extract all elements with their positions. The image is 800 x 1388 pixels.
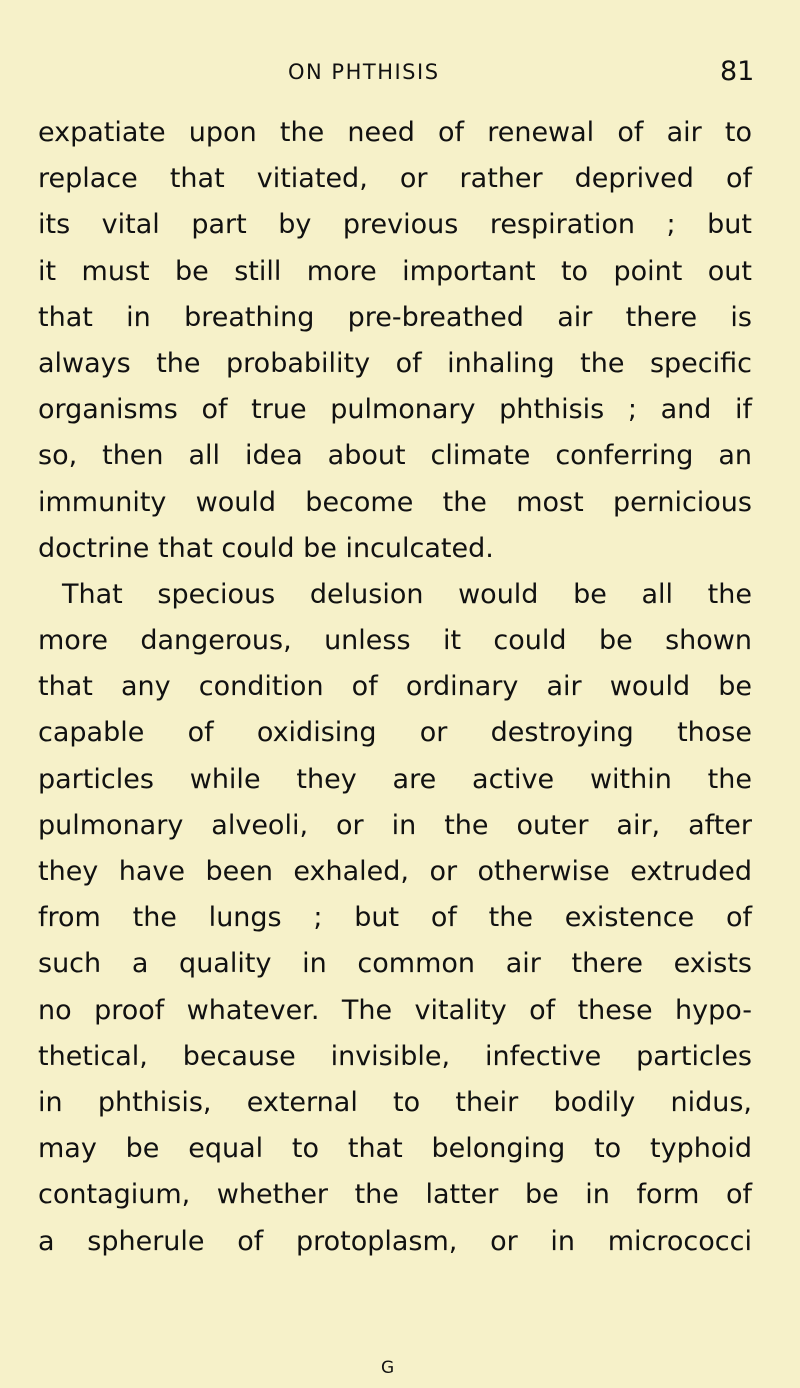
text-line: particles while they are active within the [38, 763, 752, 795]
text-line: contagium, whether the latter be in form of [38, 1179, 752, 1211]
text-line: so, then all idea about climate conferring an [38, 440, 752, 472]
text-line: capable of oxidising or destroying those [38, 717, 752, 749]
text-line: its vital part by previous respiration ; but [38, 209, 752, 241]
text-line: doctrine that could be inculcated. [38, 532, 494, 564]
text-line: expatiate upon the need of renewal of air to [38, 117, 752, 148]
text-line: from the lungs ; but of the existence of [38, 902, 752, 934]
text-line: that in breathing pre-breathed air there is [38, 301, 752, 333]
text-line: That specious delusion would be all the [62, 578, 752, 610]
text-line: may be equal to that belonging to typhoid [38, 1133, 752, 1165]
text-line: a spherule of protoplasm, or in micrococci [38, 1225, 752, 1257]
text-line: no proof whatever. The vitality of these hypo- [38, 994, 752, 1026]
text-line: immunity would become the most pernicious [38, 486, 752, 518]
text-line: that any condition of ordinary air would be [38, 671, 752, 703]
signature-mark: G [381, 1358, 395, 1378]
running-head [0, 56, 800, 96]
page-number: 81 [720, 56, 755, 87]
text-line: it must be still more important to point out [38, 255, 752, 287]
running-title: ON PHTHISIS [288, 60, 440, 84]
text-line: in phthisis, external to their bodily nidus, [38, 1086, 752, 1118]
text-line: such a quality in common air there exists [38, 948, 752, 980]
text-line: always the probability of inhaling the specific [38, 347, 752, 379]
text-line: they have been exhaled, or otherwise extruded [38, 856, 752, 887]
text-line: organisms of true pulmonary phthisis ; and if [38, 394, 752, 426]
body-text [38, 110, 752, 1265]
text-line: more dangerous, unless it could be shown [38, 625, 752, 657]
text-line: replace that vitiated, or rather deprived of [38, 163, 752, 195]
text-line: thetical, because invisible, infective particles [38, 1040, 752, 1072]
text-line: pulmonary alveoli, or in the outer air, after [38, 809, 752, 841]
